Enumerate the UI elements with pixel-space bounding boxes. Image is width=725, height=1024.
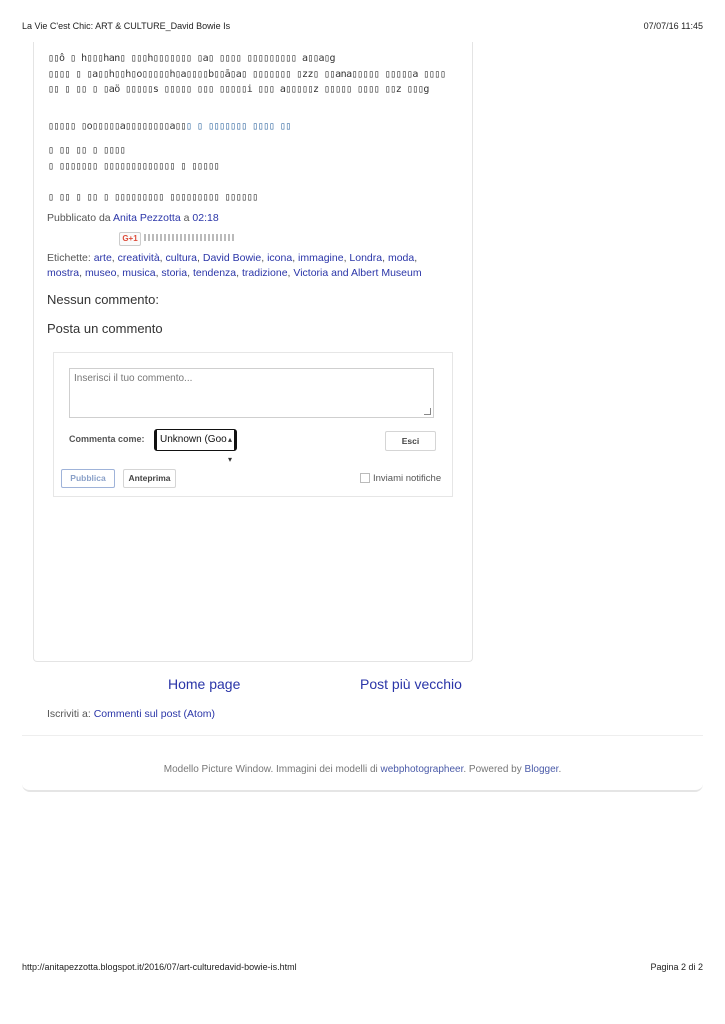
no-comments-heading: Nessun commento: — [47, 292, 159, 307]
attribution-text: Modello Picture Window. Immagini dei modelli di — [163, 764, 378, 775]
post-body-link[interactable]: ▯ ▯ ▯▯▯▯▯▯▯ ▯▯▯▯ ▯▯ — [186, 121, 291, 132]
published-at: a — [183, 212, 190, 224]
subscribe-atom-link[interactable]: Commenti sul post (Atom) — [93, 708, 216, 720]
label-link[interactable]: cultura — [165, 252, 198, 264]
comment-form — [53, 352, 453, 497]
post-body-text: ▯▯▯▯▯ ▯o▯▯▯▯▯a▯▯▯▯▯▯▯▯a▯▯ — [48, 121, 187, 132]
webphotographeer-link[interactable]: webphotographeer — [380, 764, 464, 775]
post-labels: Etichette: arte, creatività, cultura, David Bowie, icona, immagine, Londra, moda, mostra, museo, musica, storia, tendenza, tradizione, Victoria and Albert Museum — [47, 252, 422, 279]
publish-button[interactable]: Pubblica — [61, 469, 115, 488]
attribution-text: . Powered by — [463, 764, 522, 775]
home-page-link[interactable]: Home page — [168, 676, 241, 692]
preview-button[interactable]: Anteprima — [123, 469, 176, 488]
print-footer-page: Pagina 2 di 2 — [650, 962, 703, 972]
label-link[interactable]: icona — [267, 252, 293, 264]
post-body-line: ▯ ▯▯▯▯▯▯▯ ▯▯▯▯▯▯▯▯▯▯▯▯▯ ▯ ▯▯▯▯▯ — [48, 161, 220, 172]
logout-button[interactable]: Esci — [385, 431, 436, 451]
label-link[interactable]: Londra — [349, 252, 383, 264]
post-body-line-with-link — [48, 116, 468, 134]
identity-select[interactable] — [154, 429, 237, 464]
select-updown-icon: ▴ ▾ — [227, 435, 232, 464]
label-link[interactable]: tendenza — [192, 267, 237, 279]
blogger-link[interactable]: Blogger — [524, 764, 559, 775]
post-time-link[interactable]: 02:18 — [192, 212, 219, 224]
older-post-link[interactable]: Post più vecchio — [360, 676, 462, 692]
post-body-line: ▯▯ô ▯ h▯▯▯han▯ ▯▯▯h▯▯▯▯▯▯▯ ▯a▯ ▯▯▯▯ ▯▯▯▯▯▯▯▯▯ a▯▯a▯g — [48, 53, 336, 64]
share-icons[interactable] — [144, 234, 234, 241]
label-link[interactable]: Victoria and Albert Museum — [293, 267, 422, 279]
gplus-button[interactable]: G+1 — [119, 232, 141, 246]
label-link[interactable]: creatività — [117, 252, 160, 264]
notify-checkbox[interactable] — [360, 473, 370, 483]
label-link[interactable]: museo — [84, 267, 117, 279]
label-link[interactable]: tradizione — [242, 267, 288, 279]
print-footer-url: http://anitapezzotta.blogspot.it/2016/07/art-culturedavid-bowie-is.html — [22, 962, 297, 972]
label-link[interactable]: storia — [161, 267, 188, 279]
resize-grip-icon[interactable] — [424, 408, 431, 415]
post-body-line: ▯▯ ▯ ▯▯ ▯ ▯aö ▯▯▯▯▯s ▯▯▯▯▯ ▯▯▯ ▯▯▯▯▯i ▯▯▯ a▯▯▯▯▯z ▯▯▯▯▯ ▯▯▯▯ ▯▯z ▯▯▯g — [48, 84, 429, 95]
label-link[interactable]: mostra — [47, 267, 80, 279]
post-byline — [47, 212, 219, 224]
identity-selected-value: Unknown (Goo — [160, 434, 227, 445]
attribution-line — [0, 764, 725, 775]
label-link[interactable]: moda — [387, 252, 415, 264]
label-link[interactable]: arte — [93, 252, 112, 264]
subscribe-prefix: Iscriviti a: — [47, 708, 91, 720]
comment-placeholder: Inserisci il tuo commento... — [74, 373, 193, 384]
published-prefix: Pubblicato da — [47, 212, 111, 224]
notify-label: Inviami notifiche — [373, 473, 442, 484]
labels-prefix: Etichette: — [47, 252, 91, 264]
print-header-title: La Vie C'est Chic: ART & CULTURE_David Bowie Is — [22, 21, 231, 31]
author-link[interactable]: Anita Pezzotta — [112, 212, 181, 224]
attribution-text: . — [558, 764, 562, 775]
post-body-line: ▯▯▯▯ ▯ ▯a▯▯h▯▯h▯o▯▯▯▯▯h▯a▯▯▯▯b▯▯ā▯a▯ ▯▯▯▯▯▯▯ ▯zz▯ ▯▯ana▯▯▯▯▯ ▯▯▯▯▯a ▯▯▯▯ — [48, 69, 446, 80]
comment-as-label: Commenta come: — [69, 434, 145, 444]
label-link[interactable]: immagine — [298, 252, 344, 264]
post-comment-heading: Posta un commento — [47, 321, 163, 336]
print-header-datetime: 07/07/16 11:45 — [643, 21, 703, 31]
comment-textarea[interactable] — [69, 368, 434, 418]
subscribe-line — [47, 708, 215, 720]
label-link[interactable]: musica — [122, 267, 156, 279]
label-link[interactable]: David Bowie — [202, 252, 262, 264]
post-body-line: ▯ ▯▯ ▯▯ ▯ ▯▯▯▯ — [48, 145, 126, 156]
post-body-line: ▯ ▯▯ ▯ ▯▯ ▯ ▯▯▯▯▯▯▯▯▯ ▯▯▯▯▯▯▯▯▯ ▯▯▯▯▯▯ — [48, 192, 258, 203]
